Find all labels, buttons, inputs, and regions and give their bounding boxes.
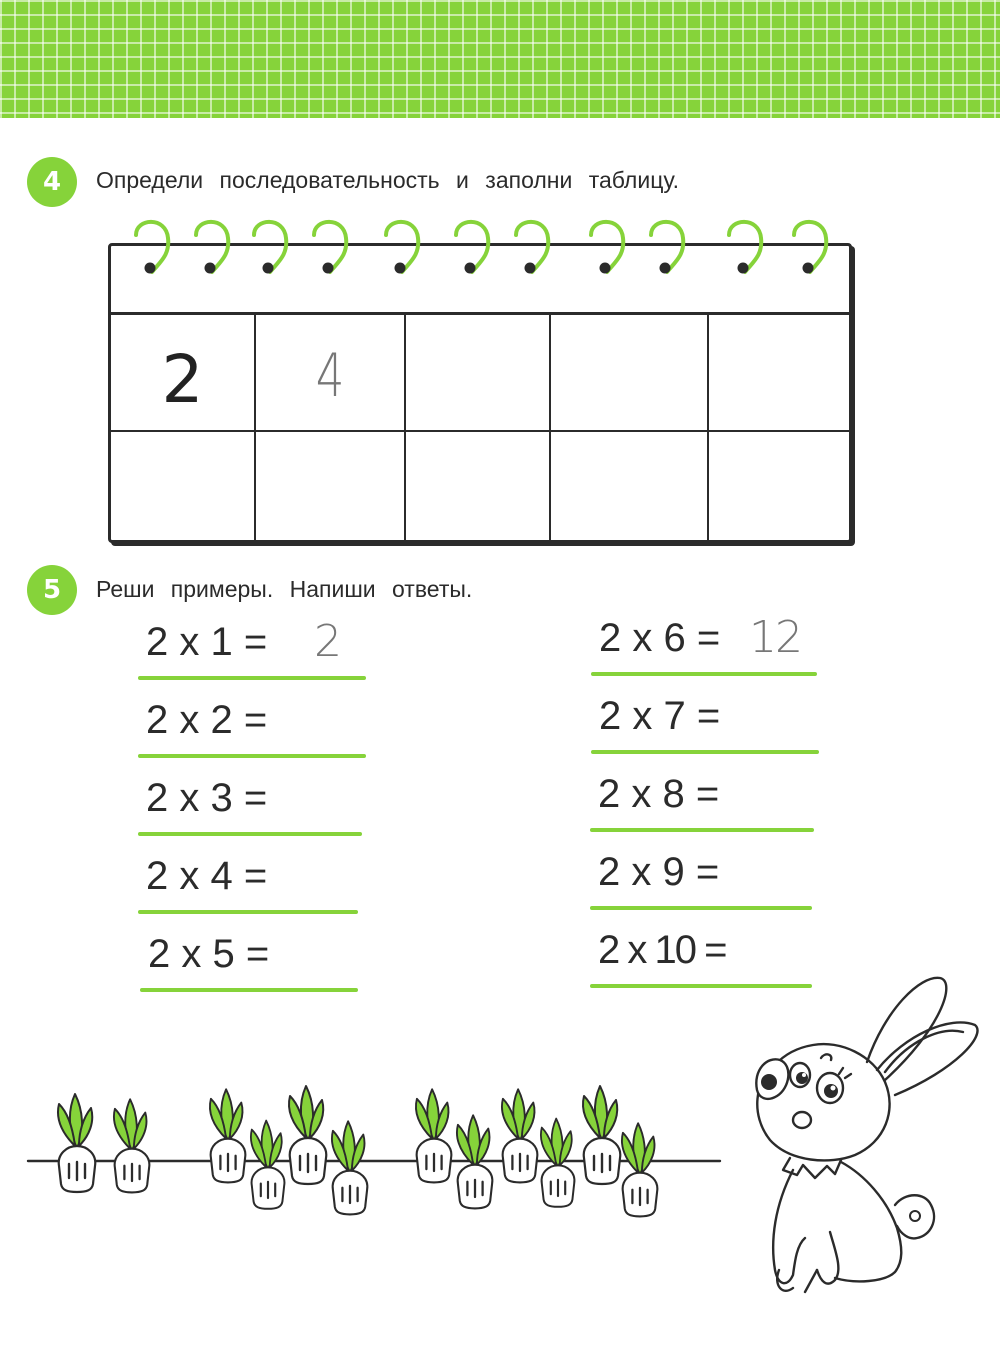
table-cell[interactable] [406, 432, 551, 540]
cell-value: 2 [161, 341, 204, 418]
exercise-expression: 2 x 10 = [598, 928, 726, 972]
calendar-rings [0, 0, 1000, 300]
table-cell[interactable] [551, 432, 709, 540]
exercise-row[interactable] [138, 776, 362, 836]
exercise-row[interactable] [140, 932, 358, 992]
carrot-icon [114, 1099, 149, 1192]
carrot-icon [416, 1089, 451, 1182]
exercise-expression: 2 x 9 = [598, 850, 720, 894]
calendar-ring-icon [651, 222, 683, 274]
carrot-icon [541, 1119, 575, 1207]
exercise-row[interactable] [591, 612, 817, 676]
calendar-ring-icon [729, 222, 761, 274]
carrot-icon [210, 1089, 245, 1182]
carrot-garden [20, 1080, 740, 1230]
cell-value: 4 [315, 340, 345, 411]
exercise-expression: 2 x 8 = [598, 772, 720, 816]
calendar-ring-icon [196, 222, 228, 274]
exercise-expression: 2 x 3 = [146, 776, 268, 820]
answer-line [138, 754, 366, 758]
answer-line [591, 672, 817, 676]
table-cell[interactable] [111, 432, 256, 540]
exercise-row[interactable] [590, 850, 812, 910]
carrot-icon [622, 1123, 657, 1216]
carrot-icon [251, 1121, 285, 1209]
table-cell[interactable] [256, 432, 406, 540]
exercise-answer: 12 [749, 612, 801, 663]
answer-line [138, 676, 366, 680]
table-cell[interactable] [256, 315, 406, 432]
task-5-badge [27, 565, 77, 615]
calendar-ring-icon [591, 222, 623, 274]
exercise-row[interactable] [591, 694, 819, 754]
carrot-icon [332, 1121, 367, 1214]
calendar-ring-icon [254, 222, 286, 274]
exercise-expression: 2 x 1 = [146, 620, 268, 664]
calendar-ring-icon [314, 222, 346, 274]
answer-line [590, 906, 812, 910]
task-5-number: 5 [42, 575, 62, 605]
carrot-icon [289, 1086, 326, 1184]
exercise-expression: 2 x 6 = [599, 616, 721, 660]
exercise-expression: 2 x 2 = [146, 698, 268, 742]
table-cell[interactable] [709, 315, 849, 432]
table-cell[interactable] [111, 315, 256, 432]
calendar-ring-icon [456, 222, 488, 274]
answer-line [140, 988, 358, 992]
calendar-ring-icon [136, 222, 168, 274]
task-4-instruction: Определи последовательность и заполни таблицу. [96, 167, 679, 193]
bunny-illustration [735, 970, 995, 1310]
answer-line [138, 832, 362, 836]
calendar-ring-icon [794, 222, 826, 274]
answer-line [590, 828, 814, 832]
task-4-number: 4 [42, 167, 62, 197]
table-cell[interactable] [406, 315, 551, 432]
answer-line [591, 750, 819, 754]
bunny-body [773, 1162, 901, 1284]
table-cell[interactable] [709, 432, 849, 540]
table-cell[interactable] [551, 315, 709, 432]
bunny-nose [761, 1074, 777, 1090]
answer-line [138, 910, 358, 914]
exercise-row[interactable] [138, 616, 366, 680]
exercise-row[interactable] [138, 854, 358, 914]
calendar-ring-icon [516, 222, 548, 274]
bunny-ear-back [867, 978, 946, 1080]
exercise-row[interactable] [590, 772, 814, 832]
exercise-row[interactable] [138, 698, 366, 758]
exercise-answer: 2 [314, 616, 342, 667]
calendar-grid [111, 315, 849, 540]
carrot-icon [58, 1094, 95, 1192]
calendar-ring-icon [386, 222, 418, 274]
task-5-instruction: Реши примеры. Напиши ответы. [96, 576, 473, 602]
exercise-expression: 2 x 4 = [146, 854, 268, 898]
carrot-icon [583, 1086, 620, 1184]
exercise-expression: 2 x 7 = [599, 694, 721, 738]
exercise-expression: 2 x 5 = [148, 932, 270, 976]
carrot-icon [502, 1089, 537, 1182]
